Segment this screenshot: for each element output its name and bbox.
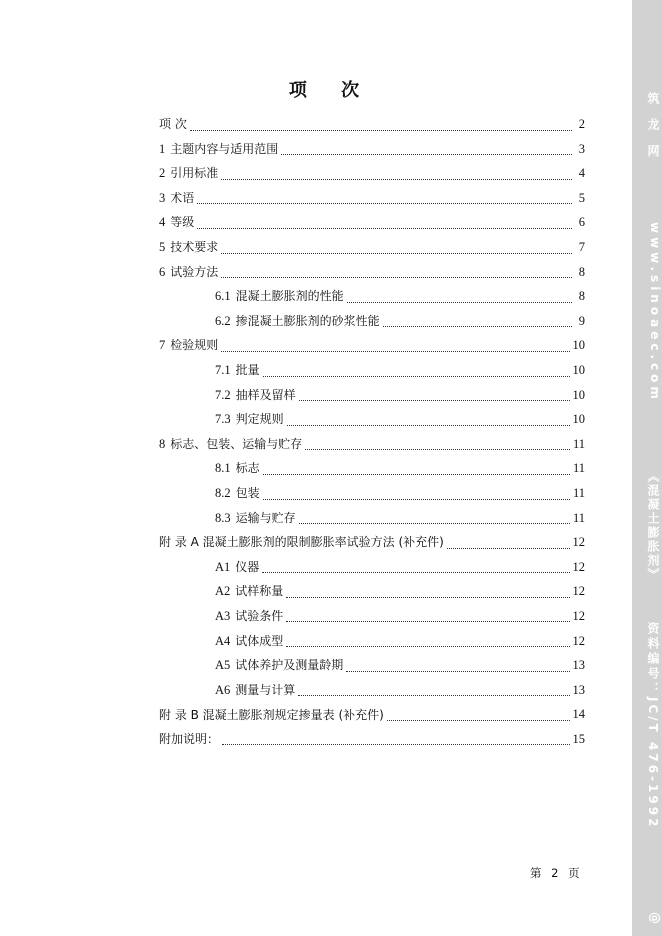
toc-entry-label [215, 364, 260, 377]
toc-entry-text: 掺混凝土膨胀剂的砂浆性能 [235, 313, 380, 328]
toc-entry-page: 6 [578, 215, 585, 230]
toc-entry-label [215, 684, 295, 697]
toc-entry-page: 12 [572, 633, 585, 648]
toc-leader-dots [263, 498, 570, 500]
page-number: 第 2 页 [530, 866, 583, 880]
toc-entry [159, 678, 585, 703]
toc-entry-label [215, 462, 260, 475]
toc-entry [159, 309, 585, 334]
toc-entry-page: 13 [572, 682, 585, 697]
toc-entry [159, 653, 585, 678]
toc-entry-label [215, 315, 380, 328]
toc-entry-label [215, 290, 344, 303]
toc-entry-text: 标志 [235, 461, 260, 476]
page-title: 项 次 [288, 80, 374, 101]
toc-entry-number: 7 [159, 338, 166, 353]
toc-entry [159, 702, 585, 727]
toc-leader-dots [286, 596, 569, 598]
toc-leader-dots [262, 571, 569, 573]
toc-entry-text: 试体养护及测量龄期 [235, 658, 344, 673]
toc-entry [159, 260, 585, 285]
toc-entry-page: 5 [578, 190, 585, 205]
watermark-doc-title: 《混凝土膨胀剂》 [646, 470, 660, 582]
toc-entry [159, 432, 585, 457]
toc-entry-text: 附 录 A 混凝土膨胀剂的限制膨胀率试验方法 (补充件) [159, 535, 444, 550]
toc-entry-number: 7.2 [215, 387, 231, 402]
toc-leader-dots [190, 129, 572, 131]
toc-entry-number: A6 [215, 682, 231, 697]
toc-entry-page: 8 [578, 264, 585, 279]
toc-entry-text: 试验条件 [235, 608, 284, 623]
toc-entry-label [159, 733, 219, 745]
toc-leader-dots [197, 227, 572, 229]
toc-entry-text: 附加说明： [159, 732, 220, 747]
toc-leader-dots [383, 325, 572, 327]
toc-entry-page: 10 [572, 412, 585, 427]
toc-leader-dots [281, 153, 572, 155]
toc-leader-dots [305, 448, 570, 450]
toc-entry-page: 2 [578, 117, 585, 132]
toc-entry-label [159, 192, 194, 205]
toc-entry-text: 项 次 [159, 117, 187, 132]
toc-entry-label [159, 536, 444, 548]
toc-entry-label [215, 659, 343, 672]
toc-leader-dots [221, 350, 569, 352]
toc-entry-text: 测量与计算 [235, 682, 296, 697]
toc-entry [159, 481, 585, 506]
toc-entry-number: A4 [215, 633, 231, 648]
watermark-sidebar [632, 0, 662, 936]
toc-entry-page: 11 [572, 485, 585, 500]
toc-entry-text: 混凝土膨胀剂的性能 [235, 289, 344, 304]
toc-entry [159, 604, 585, 629]
toc-entry-text: 等级 [170, 215, 195, 230]
toc-entry-number: A1 [215, 559, 231, 574]
toc-leader-dots [286, 645, 569, 647]
toc-leader-dots [299, 522, 570, 524]
toc-entry-label [159, 438, 302, 451]
toc-entry-label [215, 413, 284, 426]
toc-entry-page: 14 [572, 707, 585, 722]
toc-entry-label [215, 585, 283, 598]
toc-entry [159, 284, 585, 309]
toc-entry-page: 13 [572, 658, 585, 673]
toc-entry-page: 8 [578, 289, 585, 304]
toc-entry-label [159, 118, 187, 130]
toc-leader-dots [263, 375, 570, 377]
toc-entry [159, 579, 585, 604]
toc-entry-page: 10 [572, 362, 585, 377]
toc-leader-dots [298, 694, 569, 696]
toc-entry-number: 6.2 [215, 313, 231, 328]
toc-entry-text: 标志、包装、运输与贮存 [170, 436, 303, 451]
toc-entry-page: 11 [572, 510, 585, 525]
toc-entry [159, 358, 585, 383]
toc-entry [159, 210, 585, 235]
toc-entry-text: 主题内容与适用范围 [170, 141, 279, 156]
toc-entry-text: 包装 [235, 485, 260, 500]
watermark-doc-code: 资料编号：JC/T 476-1992 [646, 622, 660, 830]
toc-entry [159, 727, 585, 752]
toc-leader-dots [447, 547, 570, 549]
toc-entry-label [215, 389, 296, 402]
toc-entry-page: 11 [572, 461, 585, 476]
toc-entry [159, 456, 585, 481]
toc-entry-text: 技术要求 [170, 240, 219, 255]
toc-entry [159, 137, 585, 162]
toc-entry-label [159, 167, 218, 180]
toc-entry-number: 5 [159, 240, 166, 255]
toc-entry-page: 11 [572, 436, 585, 451]
toc-entry-number: 6.1 [215, 289, 231, 304]
toc-entry-page: 12 [572, 535, 585, 550]
toc-entry-label [215, 512, 296, 525]
toc-entry-label [159, 339, 218, 352]
toc-leader-dots [287, 424, 570, 426]
toc-entry-page: 9 [578, 313, 585, 328]
toc-entry-page: 12 [572, 608, 585, 623]
watermark-site-name: 筑 龙 网 [646, 92, 660, 162]
toc-entry-number: 8.1 [215, 461, 231, 476]
toc-entry-text: 附 录 B 混凝土膨胀剂规定掺量表 (补充件) [159, 707, 384, 722]
toc-entry-number: 8 [159, 436, 166, 451]
toc-entry-page: 12 [572, 559, 585, 574]
toc-entry-text: 判定规则 [235, 412, 284, 427]
toc-entry-number: 7.3 [215, 412, 231, 427]
toc-entry-label [159, 143, 278, 156]
toc-entry [159, 235, 585, 260]
toc-leader-dots [221, 178, 572, 180]
toc-entry-number: A5 [215, 658, 231, 673]
toc-leader-dots [222, 743, 569, 745]
toc-entry-label [215, 635, 283, 648]
toc-entry-number: 8.3 [215, 510, 231, 525]
toc-entry [159, 333, 585, 358]
toc-entry [159, 555, 585, 580]
toc-entry-number: 8.2 [215, 485, 231, 500]
toc-entry [159, 407, 585, 432]
toc-entry-text: 检验规则 [170, 338, 219, 353]
toc-entry-label [159, 709, 384, 721]
toc-entry [159, 383, 585, 408]
toc-leader-dots [387, 719, 570, 721]
watermark-url: www.sinoaec.com [648, 222, 662, 403]
toc-entry-number: 7.1 [215, 362, 231, 377]
toc-entry-label [159, 216, 194, 229]
toc-entry-text: 试样称量 [235, 584, 284, 599]
toc-entry-label [159, 241, 218, 254]
toc-entry-number: 2 [159, 166, 166, 181]
toc-entry-label [215, 610, 283, 623]
toc-entry-text: 术语 [170, 190, 195, 205]
toc-entry-number: A3 [215, 608, 231, 623]
toc-entry-text: 仪器 [235, 559, 260, 574]
toc-entry-page: 15 [572, 731, 585, 746]
toc-entry [159, 628, 585, 653]
toc-entry-number: 6 [159, 264, 166, 279]
toc-entry-label [159, 266, 218, 279]
toc-entry-text: 运输与贮存 [235, 510, 296, 525]
toc-entry-text: 批量 [235, 362, 260, 377]
toc-entry-number: 1 [159, 141, 166, 156]
toc-entry-number: 4 [159, 215, 166, 230]
toc-leader-dots [197, 202, 572, 204]
toc-entry-page: 10 [572, 338, 585, 353]
toc-entry-text: 抽样及留样 [235, 387, 296, 402]
table-of-contents [159, 112, 585, 751]
toc-entry-page: 10 [572, 387, 585, 402]
toc-entry-label [215, 487, 260, 500]
toc-leader-dots [347, 301, 572, 303]
toc-leader-dots [299, 399, 570, 401]
toc-entry [159, 112, 585, 137]
watermark-copyright: @ [648, 912, 662, 929]
toc-entry [159, 506, 585, 531]
toc-entry-page: 3 [578, 141, 585, 156]
toc-entry-number: A2 [215, 584, 231, 599]
toc-leader-dots [221, 276, 572, 278]
toc-entry-number: 3 [159, 190, 166, 205]
toc-leader-dots [286, 620, 569, 622]
toc-leader-dots [346, 670, 569, 672]
toc-entry-page: 7 [578, 240, 585, 255]
toc-entry-page: 4 [578, 166, 585, 181]
toc-entry-text: 试验方法 [170, 264, 219, 279]
toc-entry [159, 161, 585, 186]
toc-entry-text: 试体成型 [235, 633, 284, 648]
toc-leader-dots [263, 473, 570, 475]
toc-entry-text: 引用标准 [170, 166, 219, 181]
toc-entry-page: 12 [572, 584, 585, 599]
toc-leader-dots [221, 252, 572, 254]
toc-entry-label [215, 561, 259, 574]
toc-entry [159, 530, 585, 555]
toc-entry [159, 186, 585, 211]
